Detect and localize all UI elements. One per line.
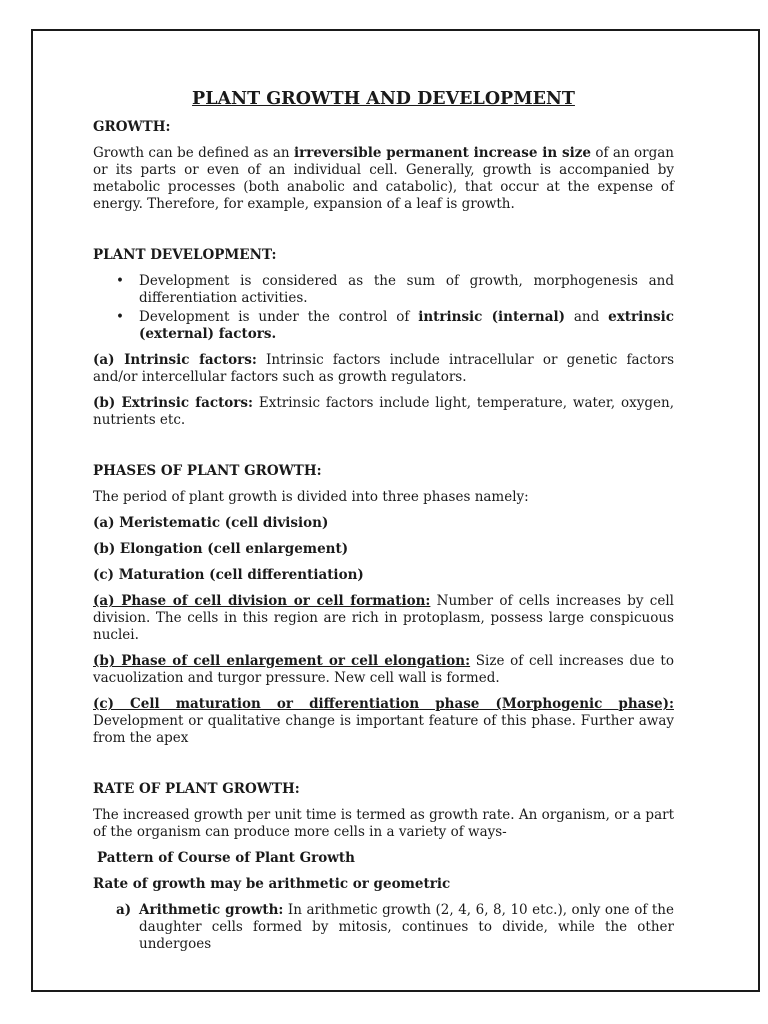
phase-item-elongation: (b) Elongation (cell enlargement) xyxy=(93,541,349,557)
growth-definition: Growth can be defined as an irreversible permanent increase in size of an organ or its parts or even of an individual cell. Generally, growth is accompanied by metabolic processes (both anabolic and catabolic), that occur at the expense of energy. Therefore, for example, expansion of a leaf is growth. xyxy=(93,145,674,212)
list-item: a) Arithmetic growth: In arithmetic growth (2, 4, 6, 8, 10 etc.), only one of the daughter cells formed by mitosis, continues to divide, while the other undergoes xyxy=(116,902,674,952)
development-heading: PLANT DEVELOPMENT: xyxy=(93,247,277,263)
list-item: • Development is under the control of intrinsic (internal) and extrinsic (external) factors. xyxy=(139,309,674,343)
growth-type-list xyxy=(93,902,674,953)
phase-detail-elongation: (b) Phase of cell enlargement or cell elongation: Size of cell increases due to vacuolization and turgor pressure. New cell wall is formed. xyxy=(93,653,674,686)
phase-item-meristematic: (a) Meristematic (cell division) xyxy=(93,515,329,531)
rate-intro: The increased growth per unit time is termed as growth rate. An organism, or a part of the organism can produce more cells in a variety of ways- xyxy=(93,807,674,840)
phases-heading: PHASES OF PLANT GROWTH: xyxy=(93,463,322,479)
list-item: • Development is considered as the sum of growth, morphogenesis and differentiation activities. xyxy=(139,273,674,307)
document-title: PLANT GROWTH AND DEVELOPMENT xyxy=(192,89,575,109)
rate-heading: RATE OF PLANT GROWTH: xyxy=(93,781,300,797)
pattern-heading: Pattern of Course of Plant Growth xyxy=(97,850,355,866)
phase-item-maturation: (c) Maturation (cell differentiation) xyxy=(93,567,364,583)
intrinsic-factors: (a) Intrinsic factors: Intrinsic factors include intracellular or genetic factors and/or intercellular factors such as growth regulators. xyxy=(93,352,674,385)
extrinsic-factors: (b) Extrinsic factors: Extrinsic factors include light, temperature, water, oxygen, nutrients etc. xyxy=(93,395,674,428)
development-list xyxy=(93,273,674,343)
document-body xyxy=(93,88,674,953)
phases-intro: The period of plant growth is divided into three phases namely: xyxy=(93,489,529,505)
phase-detail-maturation: (c) Cell maturation or differentiation phase (Morphogenic phase): Development or qualitative change is important feature of this phase. Further away from the apex xyxy=(93,696,674,746)
rate-subheading: Rate of growth may be arithmetic or geometric xyxy=(93,876,451,892)
growth-heading: GROWTH: xyxy=(93,119,171,135)
phase-detail-division: (a) Phase of cell division or cell formation: Number of cells increases by cell division. The cells in this region are rich in protoplasm, possess large conspicuous nuclei. xyxy=(93,593,674,643)
